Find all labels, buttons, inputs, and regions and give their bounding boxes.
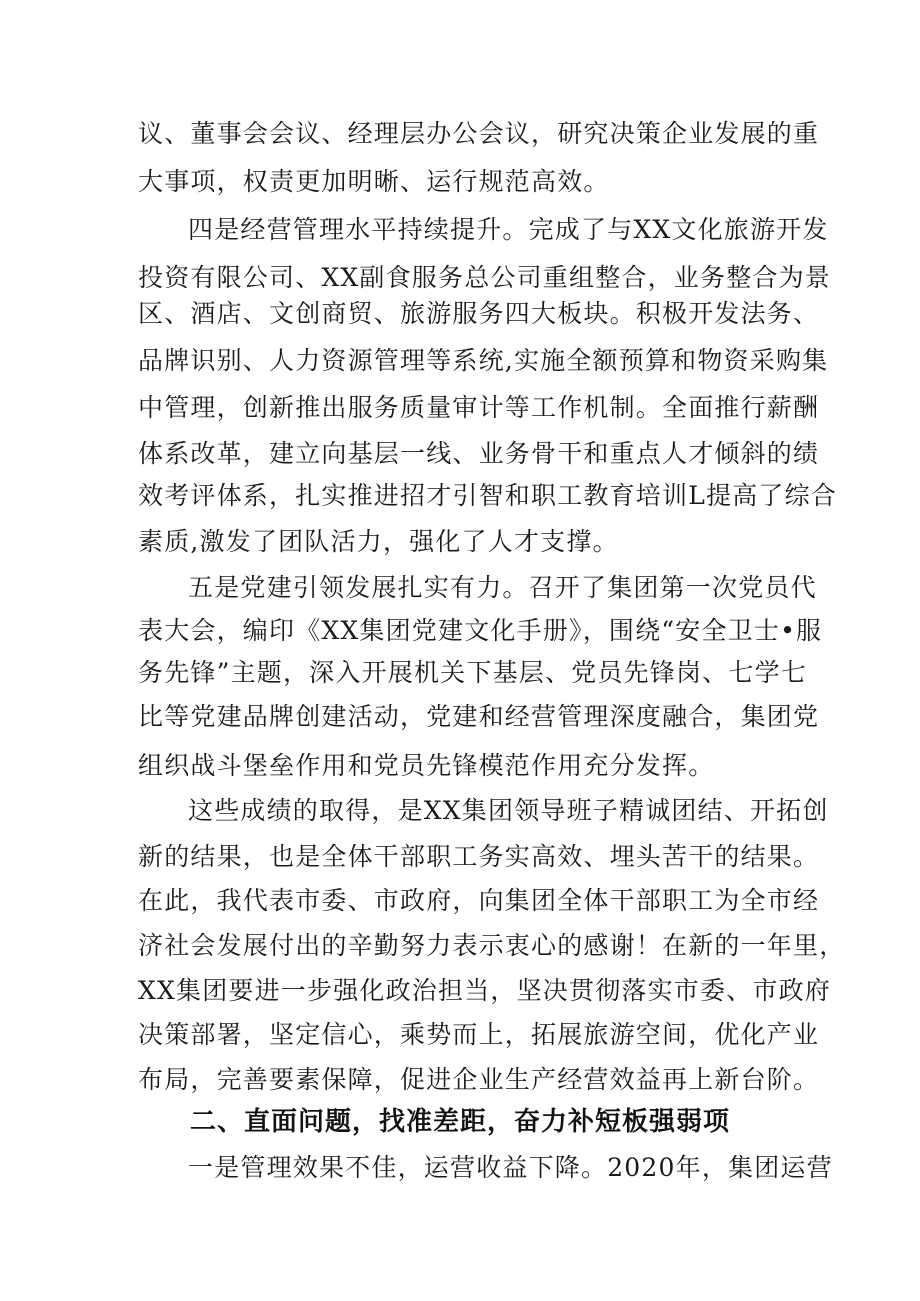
paragraph-start-line: 五是党建引领发展扎实有力。召开了集团第一次党员代 bbox=[188, 573, 817, 602]
text-line: 大事项，权责更加明晰、运行规范高效。 bbox=[138, 167, 610, 196]
text-line: 效考评体系，扎实推进招才引智和职工教育培训L提高了综合 bbox=[138, 481, 838, 510]
text-line: XX集团要进一步强化政治担当，坚决贯彻落实市委、市政府 bbox=[138, 976, 831, 1005]
text-line: 在此，我代表市委、市政府，向集团全体干部职工为全市经 bbox=[138, 886, 820, 915]
text-line: 品牌识别、人力资源管理等系统,实施全额预算和物资采购集 bbox=[138, 346, 829, 375]
text-line: 布局，完善要素保障，促进企业生产经营效益再上新台阶。 bbox=[138, 1065, 820, 1094]
text-line: 中管理，创新推出服务质量审计等工作机制。全面推行薪酬 bbox=[138, 393, 820, 422]
section-heading: 二、直面问题，找准差距，奋力补短板强弱项 bbox=[190, 1107, 731, 1137]
text-line: 表大会，编印《XX集团党建文化手册》，围绕“安全卫士•服 bbox=[138, 616, 823, 645]
text-line: 体系改革，建立向基层一线、业务骨干和重点人才倾斜的绩 bbox=[138, 439, 820, 468]
text-line: 议、董事会会议、经理层办公会议，研究决策企业发展的重 bbox=[138, 119, 820, 148]
text-line: 决策部署，坚定信心，乘势而上，拓展旅游空间，优化产业 bbox=[138, 1020, 820, 1049]
paragraph-start-line: 这些成绩的取得，是XX集团领导班子精诚团结、开拓创 bbox=[188, 796, 829, 825]
text-line: 组织战斗堡垒作用和党员先锋模范作用充分发挥。 bbox=[138, 751, 715, 780]
text-line: 新的结果，也是全体干部职工务实高效、埋头苦干的结果。 bbox=[138, 842, 820, 871]
text-line: 务先锋”主题，深入开展机关下基层、党员先锋岗、七学七 bbox=[138, 658, 807, 687]
paragraph-start-line: 一是管理效果不佳，运营收益下降。2020年，集团运营 bbox=[188, 1153, 833, 1182]
text-line: 区、酒店、文创商贸、旅游服务四大板块。积极开发法务、 bbox=[138, 299, 820, 328]
text-line: 济社会发展付出的辛勤努力表示衷心的感谢！在新的一年里， bbox=[138, 931, 846, 960]
paragraph-start-line: 四是经营管理水平持续提升。完成了与XX文化旅游开发 bbox=[188, 215, 829, 244]
text-line: 比等党建品牌创建活动，党建和经营管理深度融合，集团党 bbox=[138, 702, 820, 731]
text-line: 投资有限公司、XX副食服务总公司重组整合，业务整合为景 bbox=[138, 263, 831, 292]
text-line: 素质,激发了团队活力，强化了人才支撑。 bbox=[138, 527, 619, 556]
